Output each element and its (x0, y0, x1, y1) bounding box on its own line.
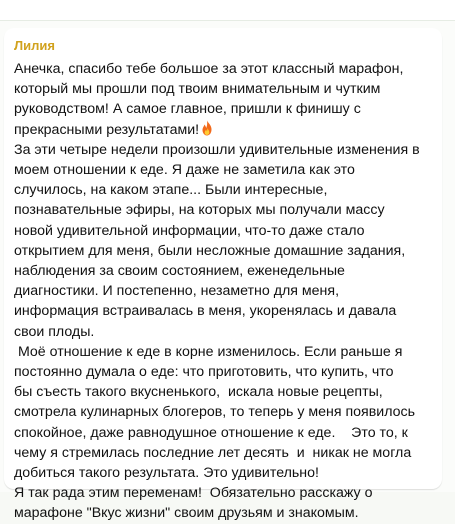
message-line: открытием для меня, были несложные домашние задания, (14, 242, 406, 259)
message-line: добиться такого результата. Это удивительно! (14, 465, 319, 482)
message-line: постоянно думала о еде: что приготовить, что купить, что (14, 364, 394, 381)
message-line: марафоне "Вкус жизни" своим друзьям и знакомым. (14, 505, 359, 522)
message-line-with-emoji (14, 120, 434, 140)
message-line: свои плоды. (14, 323, 95, 340)
message-line: руководством! А самое главное, пришли к финишу с (14, 101, 361, 118)
message-line: познавательные эфиры, на которых мы получали массу (14, 202, 385, 219)
message-line: моем отношении к еде. Я даже не заметила как это (14, 162, 355, 179)
message-line: новой удивительной информации, что-то даже стало (14, 222, 365, 239)
fire-icon (201, 120, 213, 136)
message-line: диагностики. И постепенно, незаметно для меня, (14, 283, 340, 300)
message-line: который мы прошли под твоим внимательным и чутким (14, 81, 381, 98)
message-line: За эти четыре недели произошли удивительные изменения в (14, 141, 420, 158)
message-line: бы съесть такого вкусненького, искала новые рецепты, (14, 384, 383, 401)
message-line: Я так рада этим переменам! Обязательно расскажу о (14, 485, 373, 502)
message-line: Моё отношение к еде в корне изменилось. Если раньше я (14, 343, 403, 360)
message-text (14, 59, 434, 524)
message-line: наблюдения за своим состоянием, еженедельные (14, 263, 345, 280)
message-line: смотрела кулинарных блогеров, то теперь у меня появилось (14, 404, 416, 421)
sender-name[interactable]: Лилия (14, 38, 55, 53)
message-line: чему я стремилась последние лет десять и никак не могла (14, 444, 412, 461)
message-line: спокойное, даже равнодушное отношение к еде. Это то, к (14, 424, 408, 441)
message-line: информация встраивалась в меня, укоренялась и давала (14, 303, 397, 320)
message-line: случилось, на каком этапе... Были интересные, (14, 182, 328, 199)
message-line: Анечка, спасибо тебе большое за этот классный марафон, (14, 61, 404, 77)
message-line: прекрасными результатами! (14, 121, 200, 138)
previous-message-edge (0, 0, 455, 21)
